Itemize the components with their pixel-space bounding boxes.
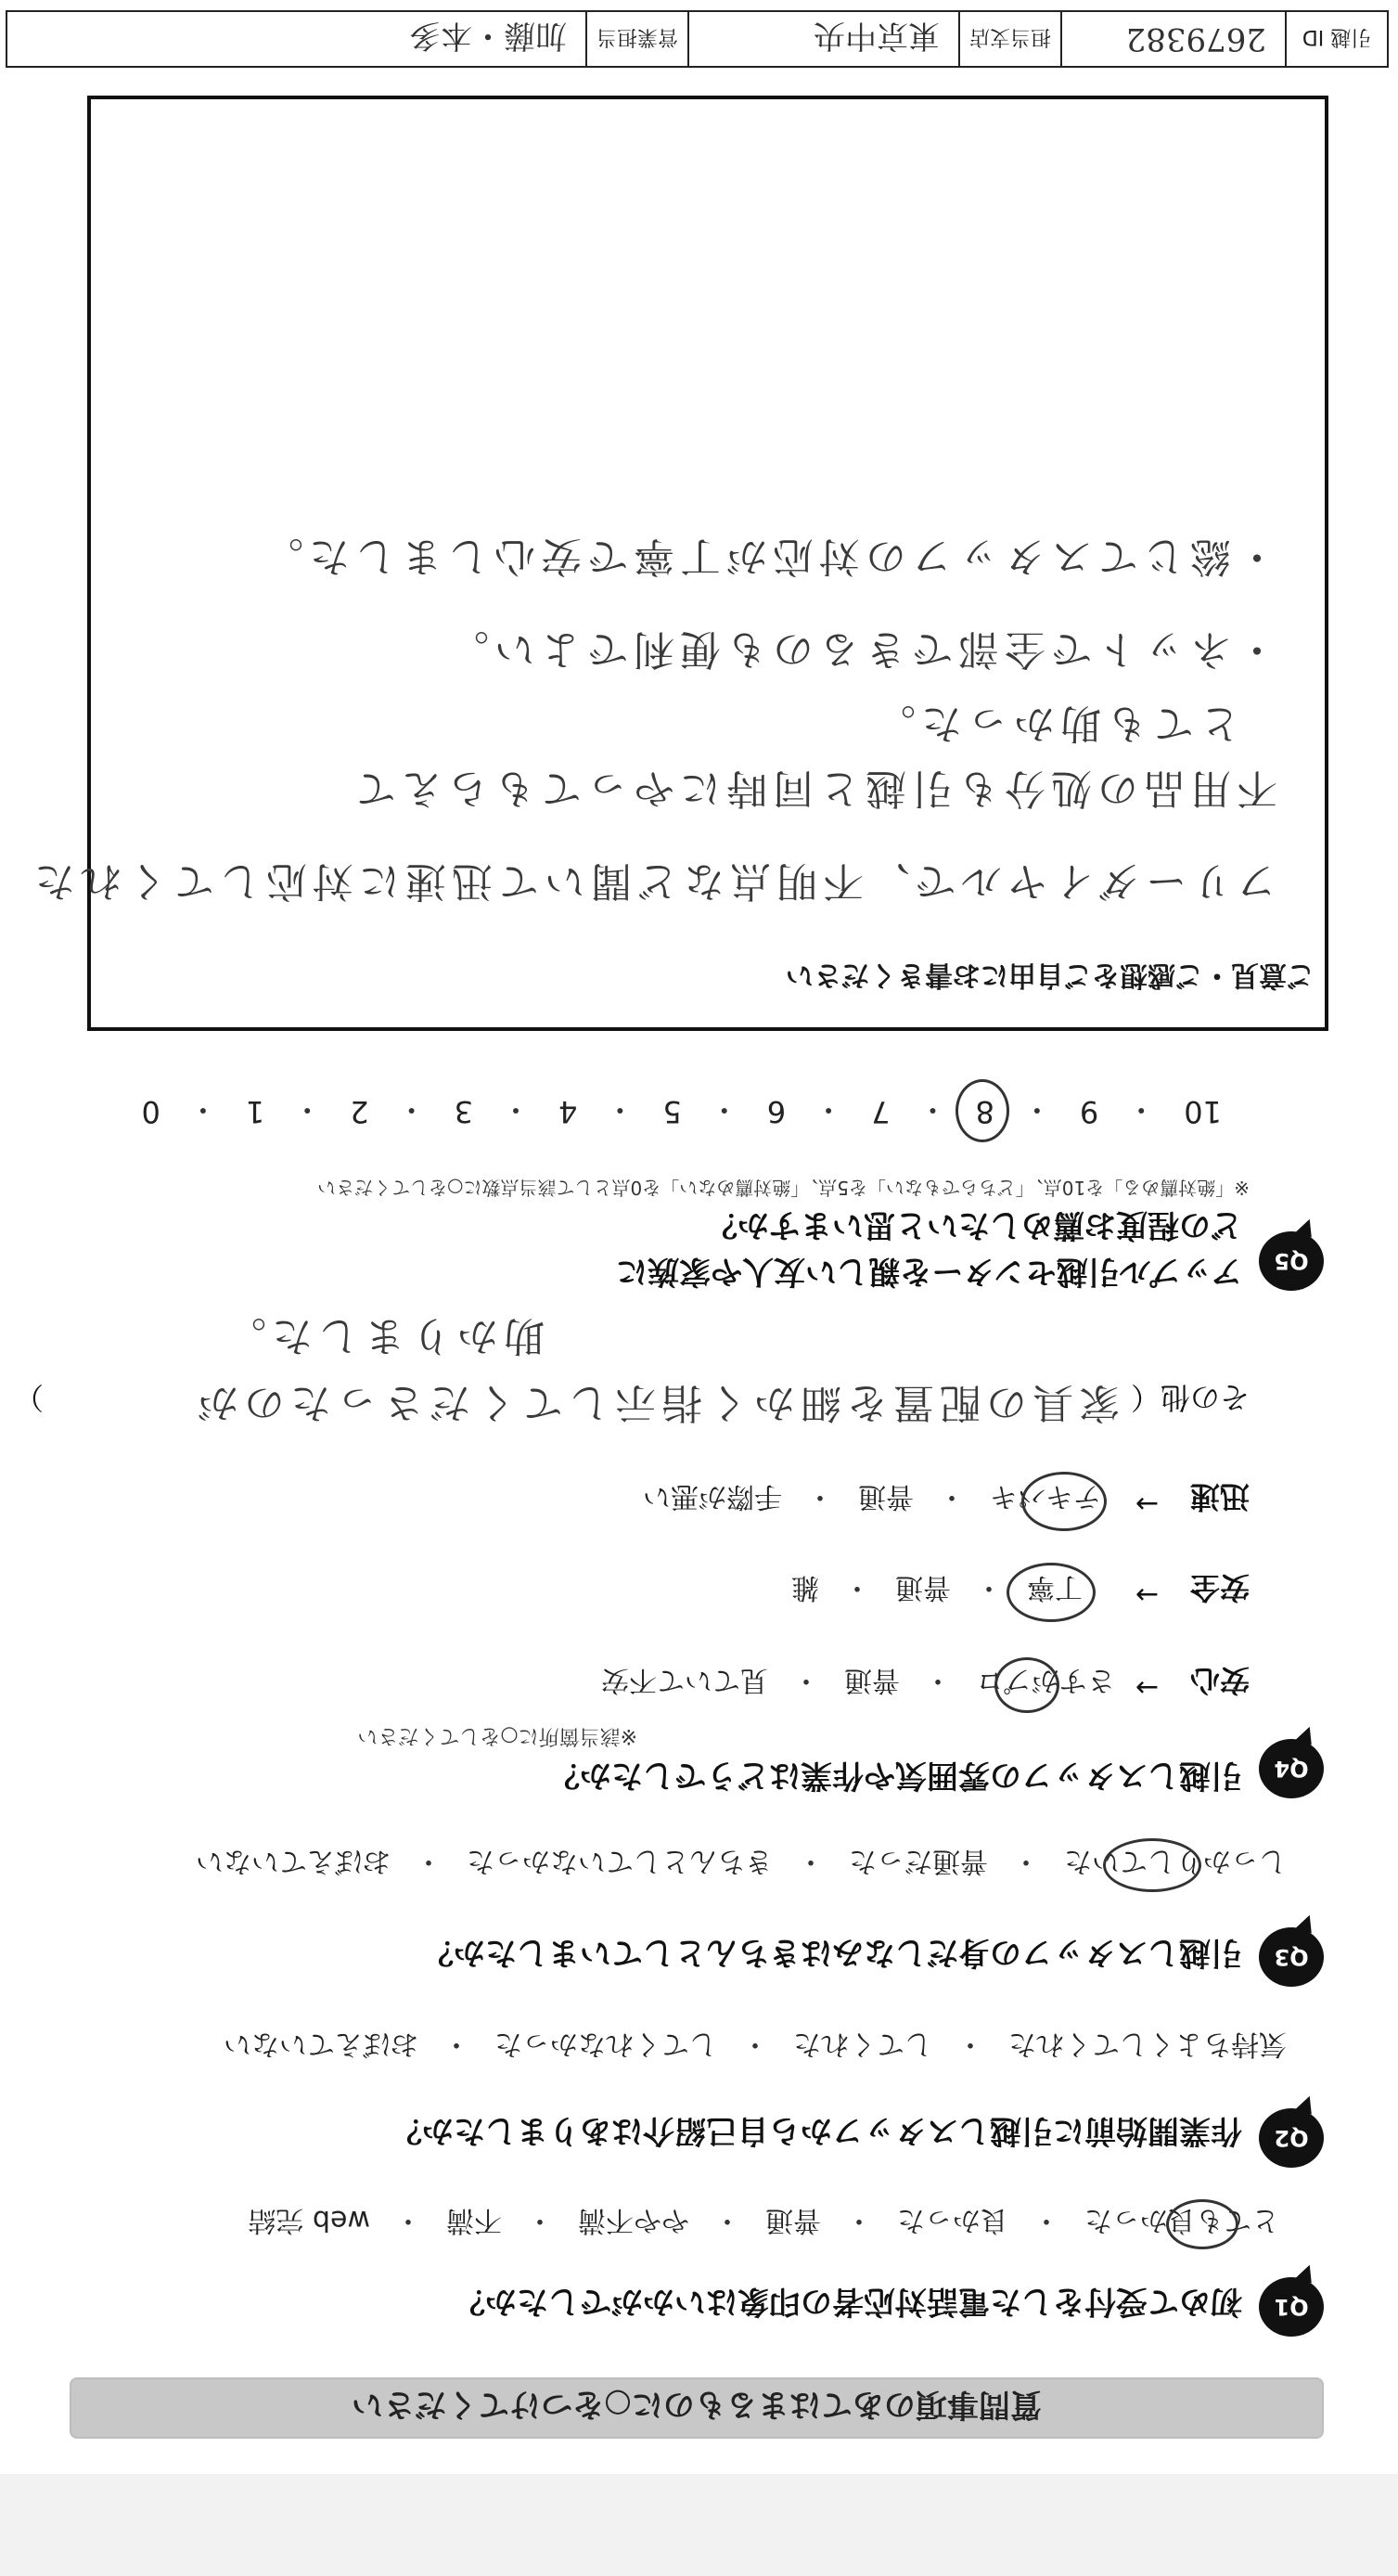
- q1-option-4[interactable]: やや不満: [578, 2204, 689, 2236]
- q4-row-3-option-3[interactable]: 手際が悪い: [643, 1480, 782, 1513]
- id-value: 2679382: [1062, 12, 1287, 66]
- q2-option-1[interactable]: 気持ちよくしてくれた: [1008, 2028, 1287, 2060]
- q5-scale-10[interactable]: 10: [1184, 1094, 1222, 1129]
- arrow-right-icon: →: [1135, 1488, 1159, 1520]
- q3-option-2[interactable]: 普通だった: [849, 1845, 988, 1877]
- q4-question: 引越しスタッフの雰囲気や作業はどうでしたか？: [548, 1757, 1242, 1794]
- q3-options: しっかりしていた ・ 普通だった ・ きちんとしていなかった ・ おぼえていない: [196, 1844, 1287, 1885]
- q1-icon: Q1: [1259, 2277, 1324, 2337]
- q5-scale-3[interactable]: 3: [454, 1094, 474, 1129]
- q3-icon: Q3: [1259, 1927, 1324, 1987]
- person-label: 営業担当: [587, 12, 689, 66]
- arrow-right-icon: →: [1135, 1671, 1159, 1704]
- q1-options: とても良かった ・ 良かった ・ 普通 ・ やや不満 ・ 不満 ・ web 完結: [248, 2203, 1279, 2244]
- q4-row-2-options: 丁寧 ・ 普通 ・ 雑: [791, 1570, 1083, 1611]
- q4-note: ※該当箇所に○をしてください: [357, 1724, 637, 1747]
- q4-row-1-option-3[interactable]: 見ていて不安: [601, 1664, 768, 1696]
- comment-line-3: とても助かった。: [869, 700, 1240, 747]
- q5-question-1: アップル引越センターを親しい友人や家族に: [616, 1253, 1242, 1290]
- q5-question-2: どの程度お薦めしたいと思いますか？: [706, 1206, 1242, 1243]
- q3-option-3[interactable]: きちんとしていなかった: [467, 1845, 773, 1877]
- q4-other-close: ）: [13, 1380, 44, 1415]
- q4-row-label-3: 迅速: [1189, 1479, 1250, 1514]
- q4-other-handwritten-2: 助かりました。: [220, 1312, 545, 1359]
- comment-line-4: ・ネットで全部できるのも便利でよい。: [442, 625, 1277, 673]
- branch-label: 担当支店: [960, 12, 1062, 66]
- person-value: 加藤・本多: [7, 12, 587, 66]
- q5-scale-4[interactable]: 4: [558, 1094, 578, 1129]
- q5-scale-9[interactable]: 9: [1079, 1094, 1099, 1129]
- q4-row-label-1: 安心: [1189, 1663, 1250, 1698]
- q4-row-3-answer-circle: [1021, 1472, 1107, 1531]
- q2-question: 作業開始前に引越しスタッフから自己紹介はありましたか？: [391, 2112, 1242, 2149]
- comment-line-1: フリーダイヤルで、不明点など聞いて迅速に対応してくれた: [28, 857, 1277, 905]
- comment-line-2: 不用品の処分も引越と同時にやってもらえて: [350, 765, 1277, 812]
- q5-scale-8[interactable]: 8: [976, 1094, 994, 1129]
- q3-question: 引越しスタッフの身だしなみはきちんとしていましたか？: [422, 1934, 1242, 1971]
- q5-icon: Q5: [1259, 1231, 1324, 1291]
- top-strip: [0, 2474, 1398, 2576]
- q5-scale-6[interactable]: 6: [766, 1094, 787, 1129]
- q5-answer-circle: [956, 1079, 1009, 1142]
- q1-option-5[interactable]: 不満: [446, 2204, 502, 2236]
- q4-row-3-option-1[interactable]: テキパキ: [990, 1479, 1101, 1520]
- q4-row-3-option-2[interactable]: 普通: [858, 1480, 914, 1513]
- q5-scale-0[interactable]: 0: [141, 1094, 160, 1129]
- q1-option-6[interactable]: web 完結: [248, 2204, 370, 2236]
- q5-note: ※「絶対薦める」を10点、「どちらでもない」を5点、「絶対薦めない」を0点として該当点数に○をしてください: [317, 1177, 1250, 1199]
- q2-option-2[interactable]: してくれた: [793, 2028, 932, 2060]
- staff-info-table: [6, 10, 1389, 68]
- comment-line-5: ・総じてスタッフの対応が丁寧で安心しました。: [257, 533, 1277, 580]
- q2-option-4[interactable]: おぼえていない: [224, 2028, 418, 2060]
- arrow-right-icon: →: [1135, 1578, 1159, 1611]
- q4-row-2-option-3[interactable]: 雑: [791, 1571, 819, 1604]
- q3-option-1[interactable]: しっかりしていた: [1064, 1844, 1287, 1885]
- q4-row-1-option-1[interactable]: さすがプロ: [976, 1663, 1115, 1704]
- q4-row-3-options: テキパキ ・ 普通 ・ 手際が悪い: [643, 1479, 1101, 1520]
- q4-row-2-answer-circle: [1007, 1563, 1096, 1622]
- comments-heading: ご意見・ご感想をご自由にお書きください: [786, 959, 1315, 991]
- q4-icon: Q4: [1259, 1739, 1324, 1798]
- q4-other-handwritten-1: 家具の配置を細かく指示してくださったのが: [192, 1379, 1120, 1426]
- branch-value: 東京中央: [689, 12, 960, 66]
- q5-scale-5[interactable]: 5: [662, 1094, 682, 1129]
- q4-row-1-answer-circle: [994, 1657, 1059, 1713]
- q5-scale-2[interactable]: 2: [350, 1094, 369, 1129]
- id-label: 引越 ID: [1287, 12, 1387, 66]
- q5-scale-7[interactable]: 7: [871, 1094, 891, 1129]
- q1-question: 初めて受付をした電話対応者の印象はいかがでしたか？: [454, 2283, 1242, 2320]
- q3-option-4[interactable]: おぼえていない: [196, 1845, 391, 1877]
- q4-row-1-options: さすがプロ ・ 普通 ・ 見ていて不安: [601, 1663, 1115, 1704]
- q4-other-label: その他（: [1130, 1380, 1250, 1415]
- q2-options: 気持ちよくしてくれた ・ してくれた ・ してくれなかった ・ おぼえていない: [224, 2027, 1287, 2067]
- q2-option-3[interactable]: してくれなかった: [494, 2028, 717, 2060]
- q4-row-2-option-1[interactable]: 丁寧: [1027, 1570, 1083, 1611]
- q3-answer-circle: [1103, 1838, 1201, 1892]
- instruction-header: 質問事項のあてはまるものに○をつけてください: [70, 2377, 1324, 2439]
- q2-icon: Q2: [1259, 2108, 1324, 2168]
- q1-answer-circle: [1166, 2199, 1238, 2249]
- q1-option-3[interactable]: 普通: [765, 2204, 821, 2236]
- q5-scale: 10 ・ 9 ・ 8 ・ 7 ・ 6 ・ 5 ・ 4 ・ 3 ・ 2 ・ 1 ・ 0: [142, 1090, 1222, 1133]
- q5-scale-1[interactable]: 1: [245, 1094, 265, 1129]
- q4-row-1-option-2[interactable]: 普通: [844, 1664, 900, 1696]
- q1-option-1[interactable]: とても良かった: [1084, 2203, 1279, 2244]
- q1-option-2[interactable]: 良かった: [897, 2204, 1008, 2236]
- q4-row-label-2: 安全: [1189, 1570, 1250, 1605]
- q4-row-2-option-2[interactable]: 普通: [895, 1571, 951, 1604]
